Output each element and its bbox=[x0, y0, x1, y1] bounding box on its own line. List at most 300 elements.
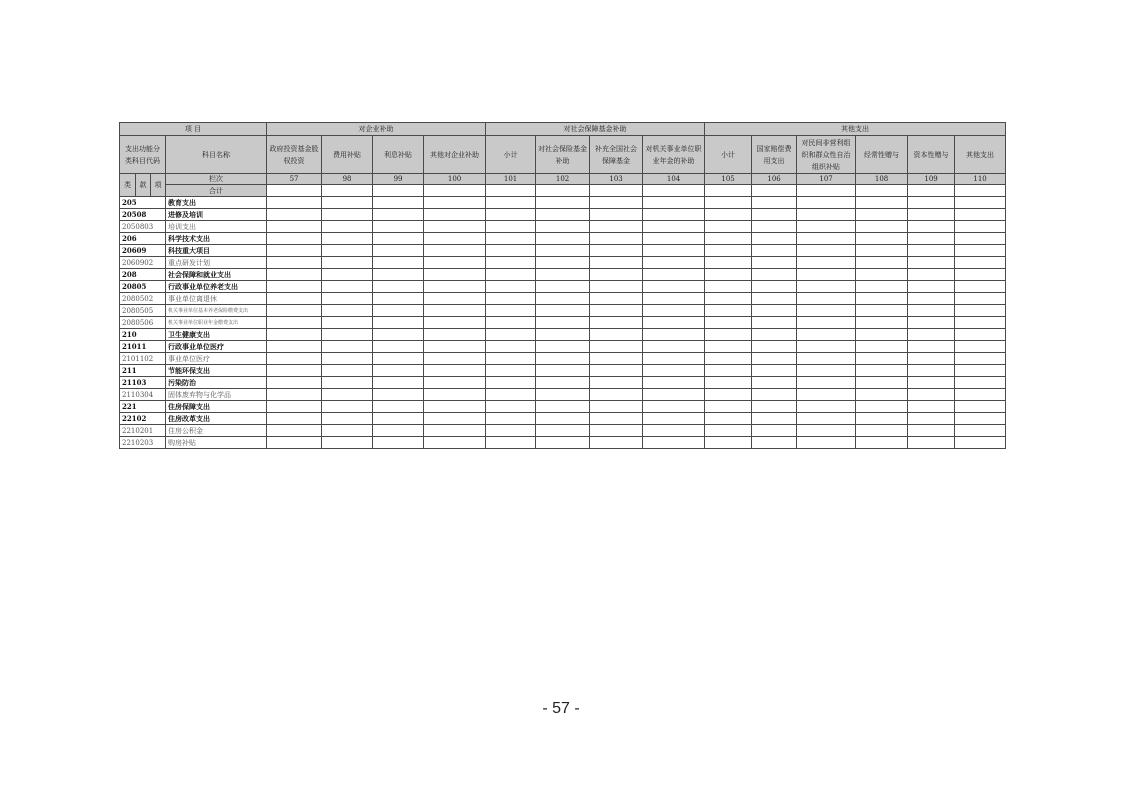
value-cell bbox=[955, 425, 1006, 437]
value-cell bbox=[797, 377, 856, 389]
value-cell bbox=[752, 425, 797, 437]
value-cell bbox=[486, 197, 536, 209]
table-row bbox=[120, 329, 1006, 341]
value-cell bbox=[856, 365, 908, 377]
subject-code: 20609 bbox=[120, 245, 166, 257]
xiang-label: 项 bbox=[151, 174, 166, 197]
value-cell bbox=[856, 197, 908, 209]
value-cell bbox=[536, 377, 590, 389]
value-cell bbox=[373, 401, 424, 413]
value-cell bbox=[590, 197, 643, 209]
value-cell bbox=[424, 389, 486, 401]
value-cell bbox=[590, 209, 643, 221]
value-cell bbox=[267, 257, 322, 269]
value-cell bbox=[955, 389, 1006, 401]
value-cell bbox=[955, 233, 1006, 245]
value-cell bbox=[424, 413, 486, 425]
total-cell bbox=[908, 185, 955, 197]
value-cell bbox=[797, 257, 856, 269]
value-cell bbox=[322, 233, 373, 245]
value-cell bbox=[705, 269, 752, 281]
value-cell bbox=[267, 245, 322, 257]
value-cell bbox=[797, 365, 856, 377]
value-cell bbox=[267, 353, 322, 365]
subject-name: 节能环保支出 bbox=[166, 365, 267, 377]
value-cell bbox=[424, 269, 486, 281]
subject-code: 208 bbox=[120, 269, 166, 281]
value-cell bbox=[373, 341, 424, 353]
value-cell bbox=[424, 341, 486, 353]
value-cell bbox=[752, 281, 797, 293]
subject-name: 行政事业单位养老支出 bbox=[166, 281, 267, 293]
value-cell bbox=[322, 209, 373, 221]
value-cell bbox=[856, 221, 908, 233]
column-number: 107 bbox=[797, 174, 856, 185]
table-row bbox=[120, 317, 1006, 329]
subject-code: 205 bbox=[120, 197, 166, 209]
value-cell bbox=[322, 329, 373, 341]
value-cell bbox=[643, 233, 705, 245]
header-group-row bbox=[120, 123, 1006, 136]
value-cell bbox=[752, 233, 797, 245]
value-cell bbox=[856, 413, 908, 425]
subject-code: 20508 bbox=[120, 209, 166, 221]
subject-name: 重点研发计划 bbox=[166, 257, 267, 269]
value-cell bbox=[322, 389, 373, 401]
value-cell bbox=[908, 341, 955, 353]
value-cell bbox=[373, 257, 424, 269]
value-cell bbox=[486, 377, 536, 389]
value-cell bbox=[322, 197, 373, 209]
value-cell bbox=[705, 221, 752, 233]
value-cell bbox=[908, 221, 955, 233]
value-cell bbox=[424, 425, 486, 437]
value-cell bbox=[955, 245, 1006, 257]
value-cell bbox=[705, 413, 752, 425]
value-cell bbox=[590, 437, 643, 449]
subject-name: 污染防治 bbox=[166, 377, 267, 389]
total-cell bbox=[590, 185, 643, 197]
value-cell bbox=[797, 197, 856, 209]
value-cell bbox=[752, 257, 797, 269]
value-cell bbox=[643, 389, 705, 401]
value-cell bbox=[908, 197, 955, 209]
value-cell bbox=[424, 221, 486, 233]
table-row bbox=[120, 437, 1006, 449]
table-row bbox=[120, 269, 1006, 281]
value-cell bbox=[752, 365, 797, 377]
value-cell bbox=[424, 365, 486, 377]
subject-code: 2050803 bbox=[120, 221, 166, 233]
value-cell bbox=[536, 209, 590, 221]
value-cell bbox=[643, 329, 705, 341]
column-header: 费用补贴 bbox=[322, 136, 373, 174]
subject-code: 2060902 bbox=[120, 257, 166, 269]
social-security-group: 对社会保障基金补助 bbox=[486, 123, 705, 136]
table-row bbox=[120, 389, 1006, 401]
value-cell bbox=[752, 437, 797, 449]
value-cell bbox=[705, 245, 752, 257]
column-number: 98 bbox=[322, 174, 373, 185]
value-cell bbox=[908, 401, 955, 413]
value-cell bbox=[373, 305, 424, 317]
subject-name: 机关事业单位基本养老保险缴费支出 bbox=[166, 305, 267, 317]
value-cell bbox=[856, 329, 908, 341]
value-cell bbox=[955, 293, 1006, 305]
value-cell bbox=[424, 293, 486, 305]
value-cell bbox=[797, 245, 856, 257]
column-number: 99 bbox=[373, 174, 424, 185]
value-cell bbox=[797, 329, 856, 341]
value-cell bbox=[536, 365, 590, 377]
column-header: 政府投资基金股权投资 bbox=[267, 136, 322, 174]
value-cell bbox=[705, 377, 752, 389]
value-cell bbox=[322, 269, 373, 281]
column-header: 小计 bbox=[486, 136, 536, 174]
value-cell bbox=[797, 437, 856, 449]
value-cell bbox=[536, 197, 590, 209]
subject-name: 事业单位医疗 bbox=[166, 353, 267, 365]
value-cell bbox=[643, 257, 705, 269]
value-cell bbox=[373, 365, 424, 377]
value-cell bbox=[705, 233, 752, 245]
subject-code: 2080506 bbox=[120, 317, 166, 329]
column-number: 105 bbox=[705, 174, 752, 185]
subject-name: 固体废弃物与化学品 bbox=[166, 389, 267, 401]
value-cell bbox=[856, 293, 908, 305]
value-cell bbox=[486, 401, 536, 413]
subject-name: 住房公积金 bbox=[166, 425, 267, 437]
total-label: 合计 bbox=[166, 185, 267, 197]
value-cell bbox=[908, 209, 955, 221]
value-cell bbox=[856, 353, 908, 365]
value-cell bbox=[643, 365, 705, 377]
total-cell bbox=[643, 185, 705, 197]
value-cell bbox=[486, 365, 536, 377]
value-cell bbox=[486, 281, 536, 293]
value-cell bbox=[322, 317, 373, 329]
subject-name: 住房保障支出 bbox=[166, 401, 267, 413]
value-cell bbox=[424, 329, 486, 341]
code-label: 支出功能分类科目代码 bbox=[120, 136, 166, 174]
value-cell bbox=[590, 233, 643, 245]
subject-name: 科学技术支出 bbox=[166, 233, 267, 245]
value-cell bbox=[536, 341, 590, 353]
total-cell bbox=[373, 185, 424, 197]
column-number: 102 bbox=[536, 174, 590, 185]
value-cell bbox=[373, 317, 424, 329]
value-cell bbox=[536, 257, 590, 269]
value-cell bbox=[590, 401, 643, 413]
value-cell bbox=[322, 245, 373, 257]
value-cell bbox=[643, 245, 705, 257]
value-cell bbox=[424, 377, 486, 389]
value-cell bbox=[955, 413, 1006, 425]
value-cell bbox=[322, 221, 373, 233]
value-cell bbox=[908, 353, 955, 365]
value-cell bbox=[590, 353, 643, 365]
value-cell bbox=[797, 209, 856, 221]
subject-name: 购房补贴 bbox=[166, 437, 267, 449]
value-cell bbox=[752, 197, 797, 209]
value-cell bbox=[908, 245, 955, 257]
value-cell bbox=[955, 377, 1006, 389]
value-cell bbox=[955, 197, 1006, 209]
value-cell bbox=[908, 257, 955, 269]
value-cell bbox=[643, 281, 705, 293]
column-label-row bbox=[120, 136, 1006, 174]
value-cell bbox=[908, 389, 955, 401]
table-row bbox=[120, 245, 1006, 257]
value-cell bbox=[856, 245, 908, 257]
value-cell bbox=[643, 197, 705, 209]
subject-name: 卫生健康支出 bbox=[166, 329, 267, 341]
value-cell bbox=[643, 437, 705, 449]
table-row bbox=[120, 401, 1006, 413]
value-cell bbox=[322, 377, 373, 389]
value-cell bbox=[267, 425, 322, 437]
value-cell bbox=[424, 401, 486, 413]
value-cell bbox=[797, 353, 856, 365]
total-cell bbox=[267, 185, 322, 197]
value-cell bbox=[643, 221, 705, 233]
value-cell bbox=[752, 413, 797, 425]
table-row bbox=[120, 377, 1006, 389]
subject-code: 2110304 bbox=[120, 389, 166, 401]
value-cell bbox=[322, 437, 373, 449]
value-cell bbox=[486, 317, 536, 329]
total-cell bbox=[486, 185, 536, 197]
value-cell bbox=[590, 305, 643, 317]
table-row bbox=[120, 209, 1006, 221]
other-expenditure-group: 其他支出 bbox=[705, 123, 1006, 136]
value-cell bbox=[752, 401, 797, 413]
total-cell bbox=[752, 185, 797, 197]
value-cell bbox=[267, 341, 322, 353]
value-cell bbox=[424, 197, 486, 209]
value-cell bbox=[908, 317, 955, 329]
table-body bbox=[120, 123, 1006, 449]
value-cell bbox=[322, 365, 373, 377]
value-cell bbox=[424, 245, 486, 257]
value-cell bbox=[373, 269, 424, 281]
subject-name: 培训支出 bbox=[166, 221, 267, 233]
table-row bbox=[120, 197, 1006, 209]
column-number: 57 bbox=[267, 174, 322, 185]
value-cell bbox=[373, 281, 424, 293]
value-cell bbox=[424, 281, 486, 293]
value-cell bbox=[536, 269, 590, 281]
value-cell bbox=[752, 269, 797, 281]
value-cell bbox=[536, 353, 590, 365]
value-cell bbox=[955, 329, 1006, 341]
value-cell bbox=[705, 209, 752, 221]
column-header: 补充全国社会保障基金 bbox=[590, 136, 643, 174]
value-cell bbox=[955, 221, 1006, 233]
value-cell bbox=[267, 209, 322, 221]
value-cell bbox=[705, 341, 752, 353]
value-cell bbox=[424, 233, 486, 245]
value-cell bbox=[856, 257, 908, 269]
value-cell bbox=[643, 305, 705, 317]
value-cell bbox=[373, 245, 424, 257]
value-cell bbox=[373, 233, 424, 245]
value-cell bbox=[486, 269, 536, 281]
value-cell bbox=[424, 209, 486, 221]
value-cell bbox=[856, 305, 908, 317]
value-cell bbox=[955, 437, 1006, 449]
value-cell bbox=[856, 401, 908, 413]
column-header: 经常性赠与 bbox=[856, 136, 908, 174]
value-cell bbox=[373, 377, 424, 389]
column-header: 其他支出 bbox=[955, 136, 1006, 174]
value-cell bbox=[955, 269, 1006, 281]
value-cell bbox=[590, 293, 643, 305]
value-cell bbox=[322, 413, 373, 425]
value-cell bbox=[486, 341, 536, 353]
value-cell bbox=[908, 269, 955, 281]
value-cell bbox=[322, 305, 373, 317]
value-cell bbox=[705, 281, 752, 293]
value-cell bbox=[797, 389, 856, 401]
column-number: 106 bbox=[752, 174, 797, 185]
value-cell bbox=[536, 389, 590, 401]
column-header: 对民间非营利组织和群众性自治组织补贴 bbox=[797, 136, 856, 174]
value-cell bbox=[908, 329, 955, 341]
value-cell bbox=[536, 221, 590, 233]
table-row bbox=[120, 305, 1006, 317]
value-cell bbox=[590, 257, 643, 269]
total-cell bbox=[536, 185, 590, 197]
value-cell bbox=[908, 305, 955, 317]
value-cell bbox=[856, 209, 908, 221]
value-cell bbox=[856, 233, 908, 245]
value-cell bbox=[486, 245, 536, 257]
table-row bbox=[120, 281, 1006, 293]
value-cell bbox=[908, 413, 955, 425]
value-cell bbox=[705, 293, 752, 305]
value-cell bbox=[267, 365, 322, 377]
table-row bbox=[120, 353, 1006, 365]
value-cell bbox=[643, 317, 705, 329]
subject-name: 进修及培训 bbox=[166, 209, 267, 221]
value-cell bbox=[643, 353, 705, 365]
value-cell bbox=[752, 317, 797, 329]
value-cell bbox=[705, 305, 752, 317]
value-cell bbox=[705, 197, 752, 209]
subject-code: 2210203 bbox=[120, 437, 166, 449]
value-cell bbox=[797, 281, 856, 293]
value-cell bbox=[590, 377, 643, 389]
value-cell bbox=[856, 341, 908, 353]
value-cell bbox=[955, 353, 1006, 365]
value-cell bbox=[705, 437, 752, 449]
table-row bbox=[120, 413, 1006, 425]
value-cell bbox=[590, 425, 643, 437]
value-cell bbox=[797, 341, 856, 353]
value-cell bbox=[856, 425, 908, 437]
value-cell bbox=[486, 209, 536, 221]
value-cell bbox=[373, 413, 424, 425]
column-header: 利息补贴 bbox=[373, 136, 424, 174]
total-cell bbox=[797, 185, 856, 197]
value-cell bbox=[797, 233, 856, 245]
value-cell bbox=[536, 413, 590, 425]
value-cell bbox=[856, 437, 908, 449]
total-cell bbox=[424, 185, 486, 197]
column-header: 对机关事业单位职业年金的补助 bbox=[643, 136, 705, 174]
value-cell bbox=[486, 293, 536, 305]
value-cell bbox=[486, 257, 536, 269]
value-cell bbox=[590, 269, 643, 281]
value-cell bbox=[373, 197, 424, 209]
column-number: 100 bbox=[424, 174, 486, 185]
value-cell bbox=[267, 413, 322, 425]
column-header: 国家赔偿费用支出 bbox=[752, 136, 797, 174]
column-header: 对社会保险基金补助 bbox=[536, 136, 590, 174]
value-cell bbox=[955, 257, 1006, 269]
value-cell bbox=[424, 353, 486, 365]
value-cell bbox=[536, 401, 590, 413]
value-cell bbox=[752, 353, 797, 365]
value-cell bbox=[705, 329, 752, 341]
value-cell bbox=[373, 389, 424, 401]
value-cell bbox=[705, 353, 752, 365]
value-cell bbox=[752, 389, 797, 401]
value-cell bbox=[267, 221, 322, 233]
value-cell bbox=[705, 425, 752, 437]
subject-code: 2080505 bbox=[120, 305, 166, 317]
value-cell bbox=[705, 257, 752, 269]
value-cell bbox=[267, 305, 322, 317]
lei-label: 类 bbox=[120, 174, 136, 197]
value-cell bbox=[590, 281, 643, 293]
subject-code: 21103 bbox=[120, 377, 166, 389]
total-row bbox=[120, 185, 1006, 197]
value-cell bbox=[267, 389, 322, 401]
value-cell bbox=[424, 317, 486, 329]
value-cell bbox=[797, 413, 856, 425]
value-cell bbox=[908, 233, 955, 245]
value-cell bbox=[322, 341, 373, 353]
value-cell bbox=[752, 221, 797, 233]
table-row bbox=[120, 293, 1006, 305]
subject-code: 206 bbox=[120, 233, 166, 245]
value-cell bbox=[643, 425, 705, 437]
total-cell bbox=[955, 185, 1006, 197]
column-number: 101 bbox=[486, 174, 536, 185]
value-cell bbox=[955, 341, 1006, 353]
subject-code: 2101102 bbox=[120, 353, 166, 365]
value-cell bbox=[486, 425, 536, 437]
value-cell bbox=[752, 245, 797, 257]
subject-code: 210 bbox=[120, 329, 166, 341]
value-cell bbox=[590, 329, 643, 341]
value-cell bbox=[797, 317, 856, 329]
subject-code: 211 bbox=[120, 365, 166, 377]
value-cell bbox=[752, 329, 797, 341]
total-cell bbox=[856, 185, 908, 197]
value-cell bbox=[424, 305, 486, 317]
subject-code: 2080502 bbox=[120, 293, 166, 305]
value-cell bbox=[590, 245, 643, 257]
value-cell bbox=[590, 221, 643, 233]
value-cell bbox=[856, 389, 908, 401]
total-cell bbox=[705, 185, 752, 197]
value-cell bbox=[752, 209, 797, 221]
value-cell bbox=[856, 377, 908, 389]
value-cell bbox=[486, 389, 536, 401]
